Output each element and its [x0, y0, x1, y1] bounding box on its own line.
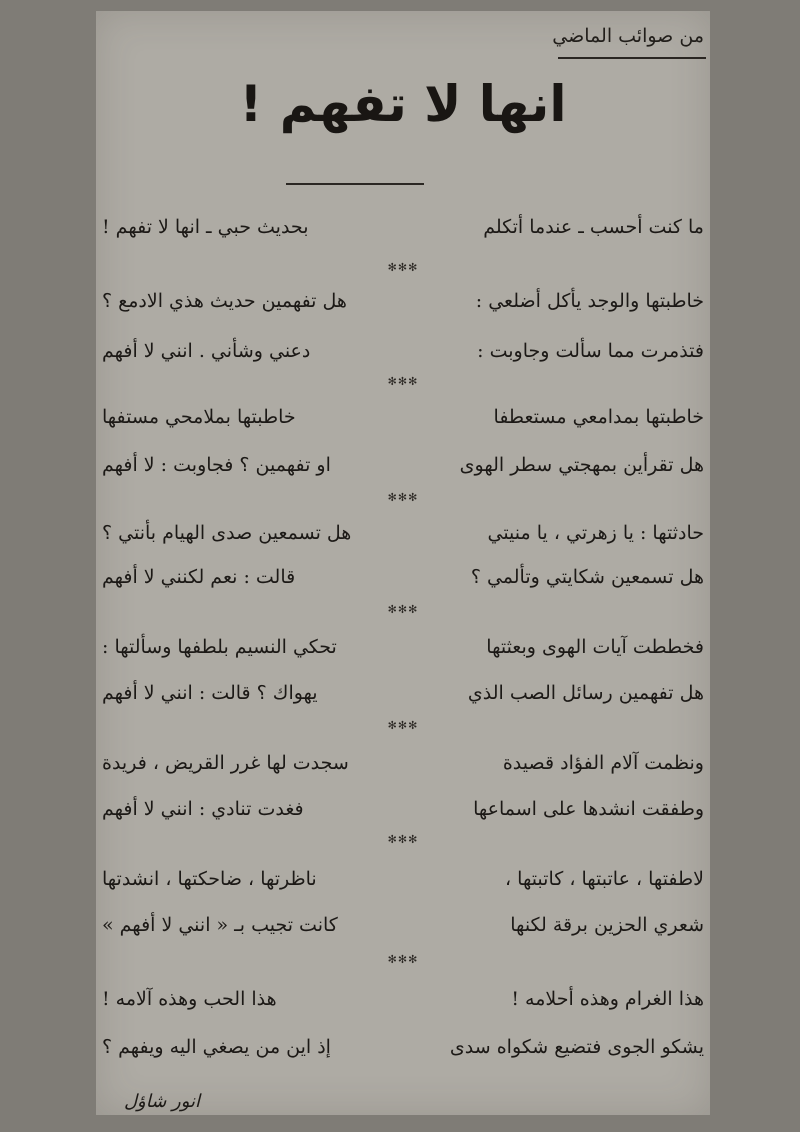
verse-line	[102, 791, 704, 827]
verse-second-hemistich: إذ اين من يصغي اليه ويفهم ؟	[102, 1036, 331, 1058]
verse-second-hemistich: تحكي النسيم بلطفها وسألتها :	[102, 636, 337, 658]
verse-second-hemistich: هل تفهمين حديث هذي الادمع ؟	[102, 290, 347, 312]
verse-line	[102, 447, 704, 483]
verse-second-hemistich: سجدت لها غرر القريض ، فريدة	[102, 752, 349, 774]
stanza-separator: ✻✻✻	[387, 375, 419, 388]
verse-first-hemistich: ونظمت آلام الفؤاد قصيدة	[502, 752, 704, 774]
verse-line	[102, 333, 704, 369]
section-label-underline	[558, 57, 706, 59]
verse-line	[102, 1029, 704, 1065]
verse-second-hemistich: ناظرتها ، ضاحكتها ، انشدتها	[102, 868, 317, 890]
verse-line	[102, 515, 704, 551]
verse-line	[102, 283, 704, 319]
verse-second-hemistich: دعني وشأني . انني لا أفهم	[102, 340, 311, 362]
verse-first-hemistich: فتذمرت مما سألت وجاوبت :	[477, 340, 704, 362]
verse-first-hemistich: فخططت آيات الهوى وبعثتها	[486, 636, 704, 658]
verse-first-hemistich: هذا الغرام وهذه أحلامه !	[511, 988, 704, 1010]
author-signature: انور شاؤل	[123, 1091, 200, 1112]
verse-line	[102, 209, 704, 245]
verse-line	[102, 861, 704, 897]
book-page	[96, 11, 710, 1115]
title-underline	[286, 183, 424, 185]
verse-line	[102, 629, 704, 665]
verse-first-hemistich: لاطفتها ، عاتبتها ، كاتبتها ،	[504, 868, 704, 890]
verse-line	[102, 675, 704, 711]
verse-line	[102, 745, 704, 781]
verse-second-hemistich: هذا الحب وهذه آلامه !	[102, 988, 277, 1010]
verse-first-hemistich: هل تفهمين رسائل الصب الذي	[467, 682, 704, 704]
verse-first-hemistich: خاطبتها والوجد يأكل أضلعي :	[475, 290, 704, 312]
verse-line	[102, 907, 704, 943]
stanza-separator: ✻✻✻	[387, 719, 419, 732]
stanza-separator: ✻✻✻	[387, 953, 419, 966]
verse-line	[102, 981, 704, 1017]
verse-first-hemistich: شعري الحزين برقة لكنها	[510, 914, 704, 936]
verse-second-hemistich: خاطبتها بملامحي مستفها	[102, 406, 296, 428]
verse-second-hemistich: هل تسمعين صدى الهيام بأنتي ؟	[102, 522, 352, 544]
stanza-separator: ✻✻✻	[387, 261, 419, 274]
stanza-separator: ✻✻✻	[387, 833, 419, 846]
verse-second-hemistich: بحديث حبي ـ انها لا تفهم !	[102, 216, 309, 238]
verse-first-hemistich: يشكو الجوى فتضيع شكواه سدى	[449, 1036, 704, 1058]
verse-line	[102, 559, 704, 595]
verse-first-hemistich: وطفقت انشدها على اسماعها	[473, 798, 704, 820]
verse-first-hemistich: خاطبتها بمدامعي مستعطفا	[493, 406, 704, 428]
verse-second-hemistich: يهواك ؟ قالت : انني لا أفهم	[102, 682, 318, 704]
verse-line	[102, 399, 704, 435]
section-label: من صوائب الماضي	[552, 25, 704, 47]
verse-first-hemistich: هل تسمعين شكايتي وتألمي ؟	[470, 566, 704, 588]
poem-title: انها لا تفهم !	[239, 75, 567, 133]
verse-first-hemistich: هل تقرأين بمهجتي سطر الهوى	[459, 454, 704, 476]
verse-second-hemistich: كانت تجيب بـ « انني لا أفهم »	[102, 914, 338, 936]
verse-second-hemistich: قالت : نعم لكنني لا أفهم	[102, 566, 296, 588]
stanza-separator: ✻✻✻	[387, 491, 419, 504]
verse-second-hemistich: فغدت تنادي : انني لا أفهم	[102, 798, 304, 820]
stanza-separator: ✻✻✻	[387, 603, 419, 616]
verse-second-hemistich: او تفهمين ؟ فجاوبت : لا أفهم	[102, 454, 331, 476]
verse-first-hemistich: ما كنت أحسب ـ عندما أتكلم	[483, 216, 704, 238]
verse-first-hemistich: حادثتها : يا زهرتي ، يا منيتي	[487, 522, 704, 544]
